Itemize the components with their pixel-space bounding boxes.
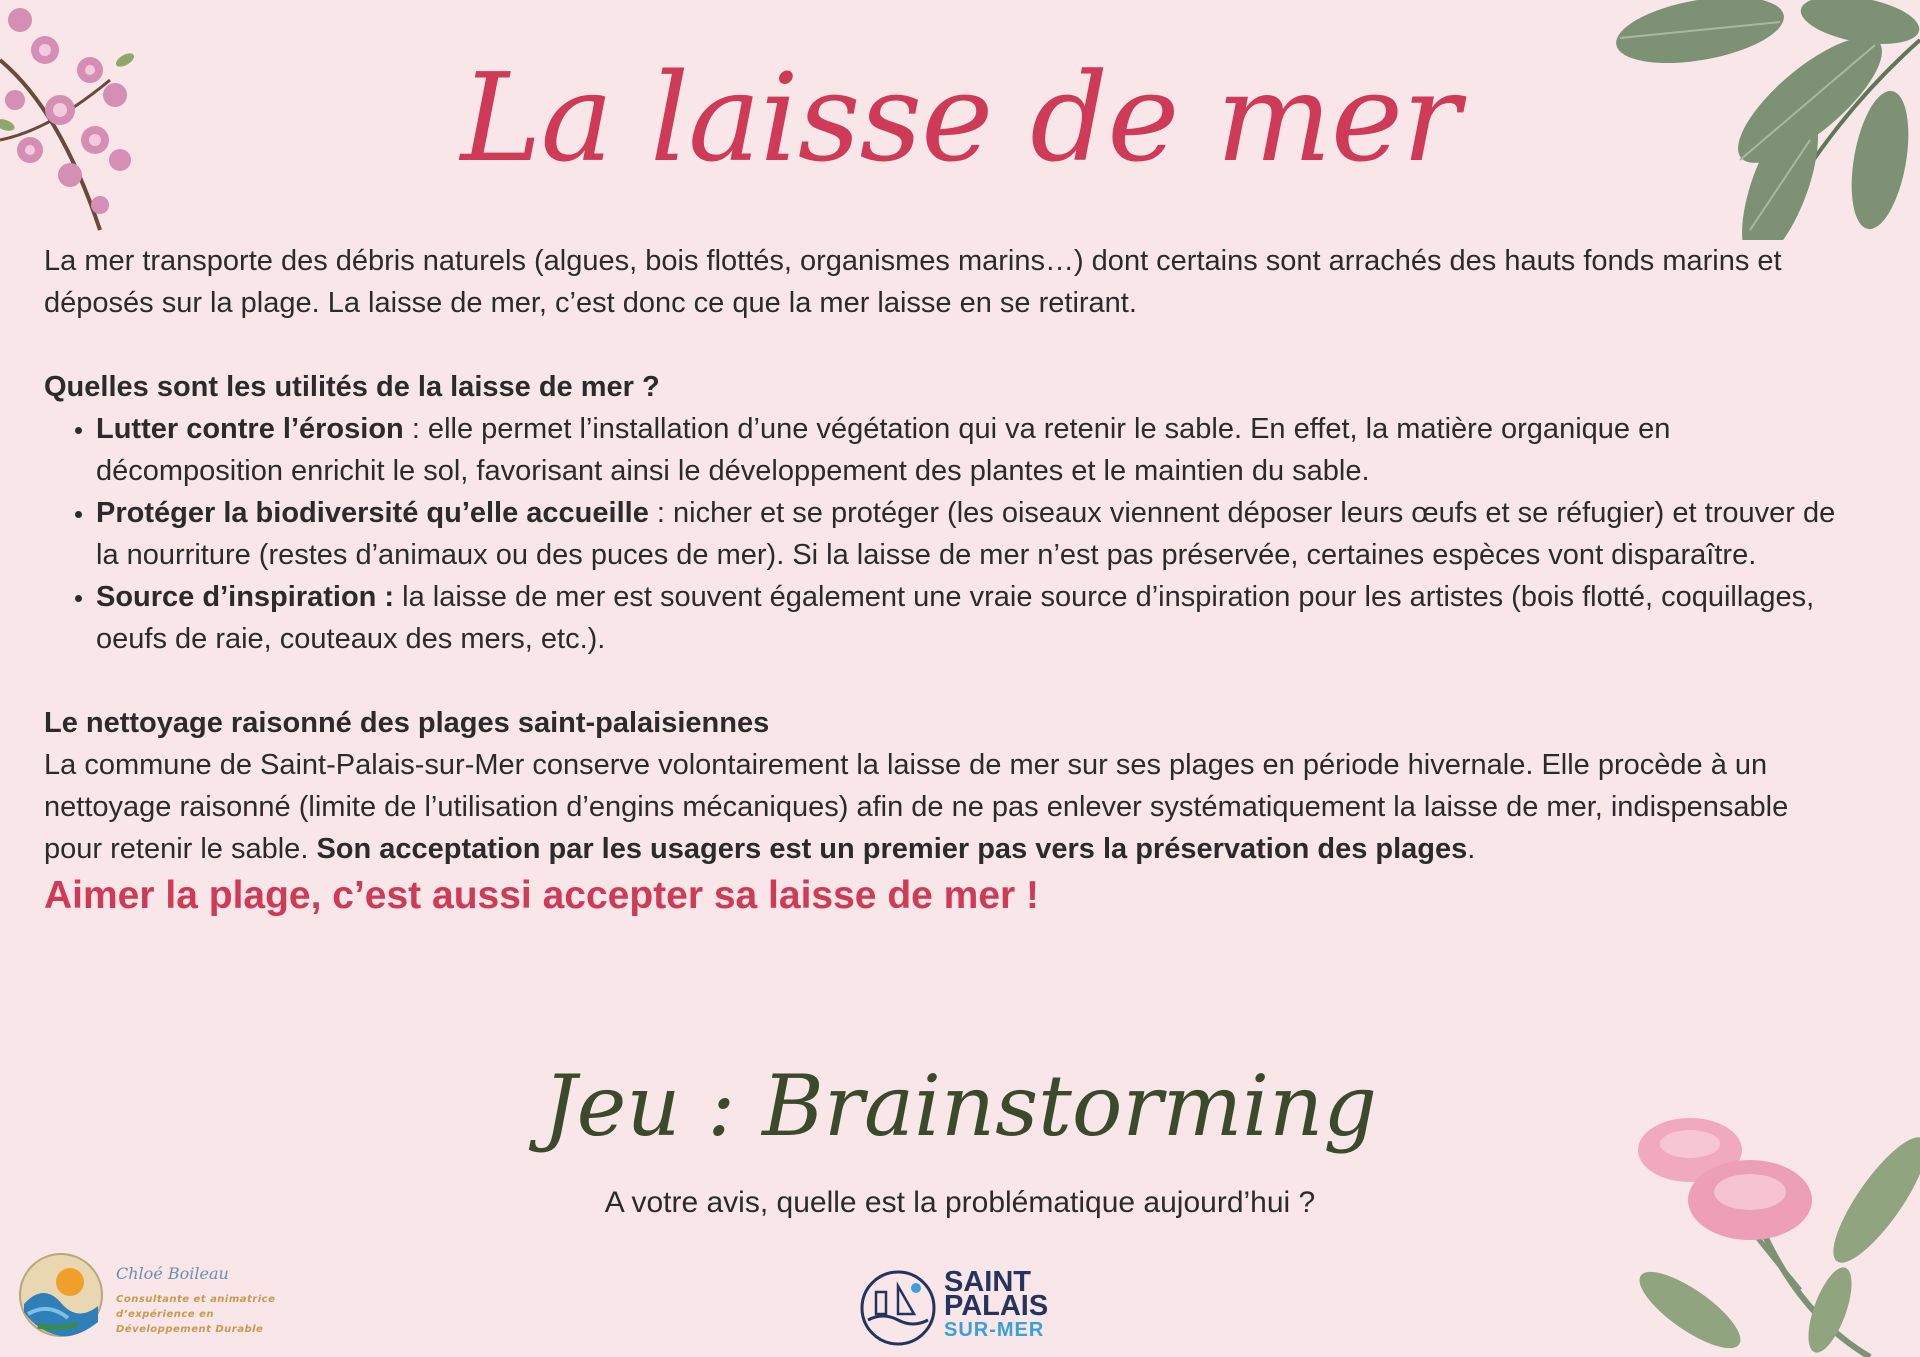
game-title: Jeu : Brainstorming	[542, 1057, 1378, 1155]
town-logo	[858, 1266, 1068, 1348]
uses-list	[44, 408, 1846, 660]
town-logo-line2: PALAIS	[944, 1290, 1049, 1322]
cleaning-heading: Le nettoyage raisonné des plages saint-palaisiennes	[44, 707, 770, 739]
list-item: • Lutter contre l’érosion : elle permet l’installation d’une végétation qui va retenir le sable. En effet, la matière organique en décomposition enrichit le sol, favorisant ainsi le développement des plantes et le maintien du sable.	[96, 408, 1846, 492]
uses-heading: Quelles sont les utilités de la laisse de mer ?	[44, 371, 660, 403]
list-item: • Protéger la biodiversité qu’elle accueille : nicher et se protéger (les oiseaux viennent déposer leurs œufs et se réfugier) et trouver de la nourriture (restes d’animaux ou des puces de mer). Si la laisse de mer n’est pas préservée, certaines espèces vont disparaître.	[96, 492, 1846, 576]
motto: Aimer la plage, c’est aussi accepter sa laisse de mer !	[44, 874, 1040, 917]
main-content	[44, 240, 1846, 922]
list-item: • Source d’inspiration : la laisse de mer est souvent également une vraie source d’inspiration pour les artistes (bois flotté, coquillages, oeufs de raie, couteaux des mers, etc.).	[96, 576, 1846, 660]
author-logo	[18, 1252, 288, 1342]
town-logo-line3: SUR-MER	[944, 1319, 1045, 1341]
author-name: Chloé Boileau	[116, 1264, 229, 1283]
author-role: Consultante et animatrice d’expérience en Développement Durable	[116, 1294, 276, 1335]
page-title: La laisse de mer	[460, 47, 1460, 189]
intro-paragraph: La mer transporte des débris naturels (algues, bois flottés, organismes marins…) dont certains sont arrachés des hauts fonds marins et déposés sur la plage. La laisse de mer, c’est donc ce que la mer laisse en se retirant.	[44, 245, 1782, 319]
flower-decoration	[1600, 1110, 1920, 1357]
cleaning-paragraph: La commune de Saint-Palais-sur-Mer conserve volontairement la laisse de mer sur ses plages en période hivernale. Elle procède à un nettoyage raisonné (limite de l’utilisation d’engins mécaniques) afin de ne pas enlever systématiquement la laisse de mer, indispensable pour retenir le sable. Son acceptation par les usagers est un premier pas vers la préservation des plages.	[44, 749, 1789, 865]
sun-wave-logo-icon	[18, 1252, 104, 1338]
town-logo-line1: SAINT	[944, 1266, 1031, 1298]
game-question: A votre avis, quelle est la problématique aujourd’hui ?	[604, 1186, 1316, 1219]
town-emblem-icon	[858, 1268, 938, 1348]
